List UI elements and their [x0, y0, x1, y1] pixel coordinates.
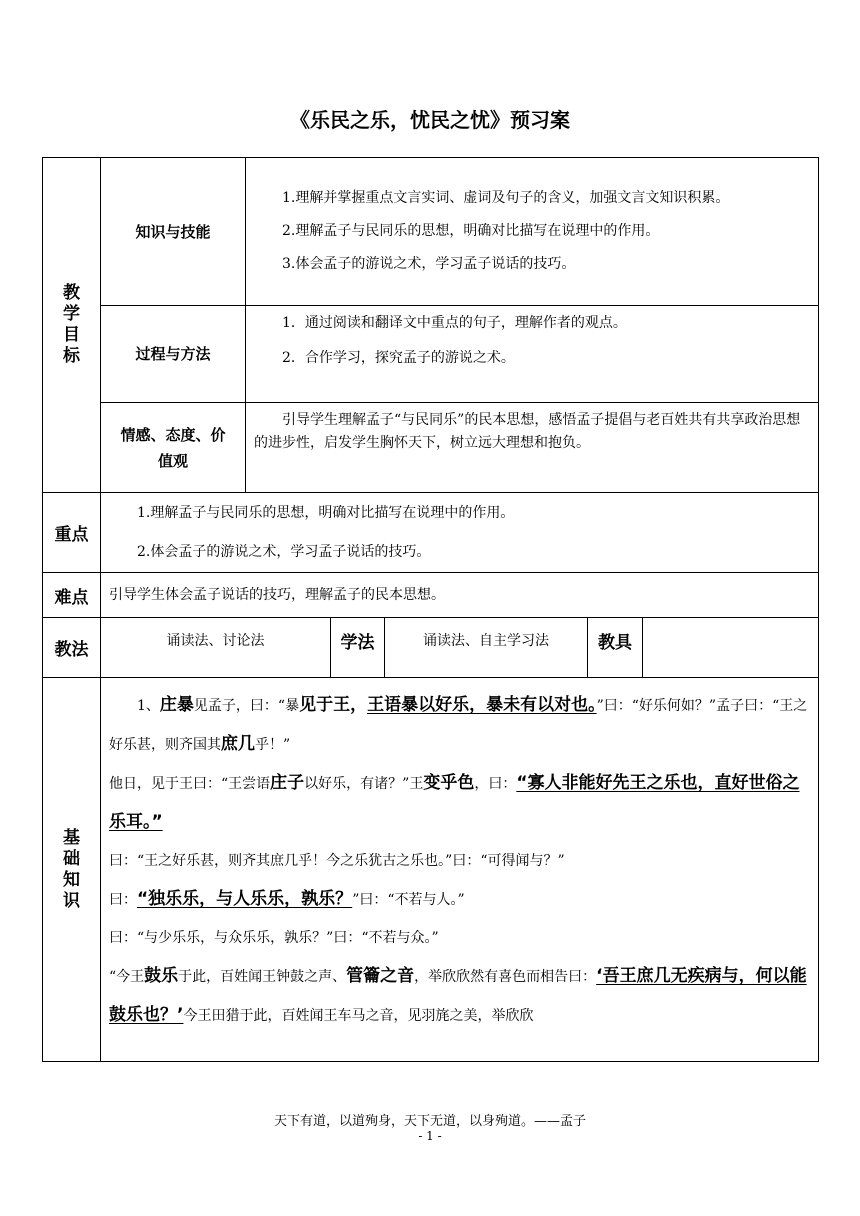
difficulty-label: 难点: [43, 573, 101, 618]
learn-method-label: 学法: [331, 618, 385, 678]
teach-method-label: 教法: [43, 618, 101, 678]
page-number: - 1 -: [418, 1129, 442, 1143]
basics-paragraph-6: “今王鼓乐于此，百姓闻王钟鼓之声、管籥之音，举欣欣然有喜色而相告曰：‘吾王庶几无疾病与，何以能鼓乐也？’今王田猎于此，百姓闻王车马之音，见羽旄之美，举欣欣: [109, 966, 807, 1025]
basics-paragraph-3: 曰：“王之好乐甚，则齐其庶几乎！今之乐犹古之乐也。”曰：“可得闻与？”: [109, 853, 565, 869]
key-points-content: 1.理解孟子与民同乐的思想，明确对比描写在说理中的作用。 2.体会孟子的游说之术，学习孟子说话的技巧。: [101, 493, 819, 573]
tools-value: [643, 618, 819, 678]
footer-quote: 天下有道，以道殉身，天下无道，以身殉道。——孟子: [273, 1114, 586, 1129]
emotion-label: 情感、态度、价 值观: [101, 403, 246, 493]
teach-method-value: 诵读法、讨论法: [101, 618, 331, 678]
basics-paragraph-4: 曰：“独乐乐，与人乐乐，孰乐？”曰：“不若与人。”: [109, 889, 465, 909]
basics-paragraph-1: 1、庄暴见孟子，曰：“暴见于王，王语暴以好乐，暴未有以对也。”曰：“好乐何如？”孟子曰：“王之好乐甚，则齐国其庶几乎！”: [109, 695, 808, 754]
knowledge-label: 知识与技能: [101, 158, 246, 306]
page-title: 《乐民之乐，忧民之忧》预习案: [290, 108, 570, 132]
key-points-label: 重点: [43, 493, 101, 573]
objectives-label: 教 学 目 标: [43, 158, 101, 493]
knowledge-content: 1.理解并掌握重点文言实词、虚词及句子的含义，加强文言文知识积累。 2.理解孟子与民同乐的思想，明确对比描写在说理中的作用。 3.体会孟子的游说之术，学习孟子说话的技巧。: [246, 158, 819, 306]
process-label: 过程与方法: [101, 306, 246, 403]
lesson-plan-table: [42, 157, 819, 1062]
emotion-content: 引导学生理解孟子“与民同乐”的民本思想，感悟孟子提倡与老百姓共有共享政治思想的进步性，启发学生胸怀天下，树立远大理想和抱负。: [246, 403, 819, 493]
basics-paragraph-5: 曰：“与少乐乐，与众乐乐，孰乐？”曰：“不若与众。”: [109, 930, 439, 946]
basics-label: 基 础 知 识: [43, 678, 101, 1062]
learn-method-value: 诵读法、自主学习法: [385, 618, 588, 678]
difficulty-content: 引导学生体会孟子说话的技巧，理解孟子的民本思想。: [101, 573, 819, 618]
process-content: 1．通过阅读和翻译文中重点的句子，理解作者的观点。 2．合作学习，探究孟子的游说之术。: [246, 306, 819, 403]
basics-paragraph-2: 他日，见于王曰：“王尝语庄子以好乐，有诸？”王变乎色，曰：“寡人非能好先王之乐也，直好世俗之乐耳。”: [109, 773, 800, 832]
tools-label: 教具: [588, 618, 643, 678]
basics-content: [101, 678, 819, 1062]
